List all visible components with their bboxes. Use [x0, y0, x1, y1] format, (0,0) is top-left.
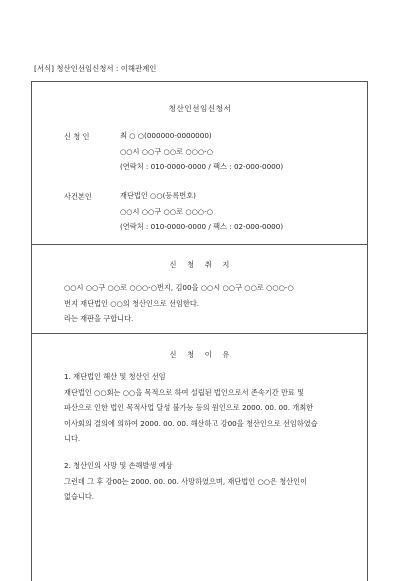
reason-line: 파산으로 인한 법인 목적사업 달성 불가능 등의 원인으로 2000. 00. 00. 개최한	[64, 403, 314, 412]
purpose-body	[64, 280, 344, 327]
reason-line: 이사회의 결의에 의하여 2000. 00. 00. 해산하고 강00을 청산인으로 선임하였습	[64, 418, 318, 428]
form-header: [서식] 청산인선임신청서 : 이해관계인	[34, 64, 157, 73]
purpose-line: 번지 재단법인 ○○의 청산인으로 선임한다.	[64, 298, 200, 308]
principal-contact: (연락처 : 010-0000-0000 / 팩스 : 02-000-0000)	[120, 222, 284, 231]
reason-line: 재단법인 ○○회는 ○○을 목적으로 하여 설립된 법인으로서 존속기간 만료 및	[64, 387, 305, 397]
applicant-label: 신 청 인	[64, 132, 90, 141]
applicant-block	[120, 128, 283, 175]
principal-block	[120, 188, 283, 235]
reason-heading: 2. 청산인의 사망 및 손해발생 예상	[64, 461, 173, 470]
reason-heading: 1. 재단법인 해산 및 청산인 선임	[64, 372, 166, 381]
divider-2	[31, 333, 368, 334]
reason-title: 신 청 이 유	[169, 350, 231, 359]
divider-1	[31, 244, 368, 245]
applicant-name: 최 ○ ○(000000-0000000)	[120, 131, 212, 140]
purpose-line: ○○시 ○○구 ○○로 ○○○-○번지, 김00을 ○○시 ○○구 ○○로 ○○○-○	[64, 283, 294, 292]
reason-item-2	[64, 458, 344, 505]
reason-item-1	[64, 369, 344, 447]
principal-name: 재단법인 ○○(등록번호)	[120, 191, 196, 200]
applicant-address: ○○시 ○○구 ○○로 ○○○-○	[120, 146, 213, 156]
purpose-title: 신 청 취 지	[169, 260, 231, 269]
reason-line: 니다.	[64, 434, 81, 443]
applicant-contact: (연락처 : 010-0000-0000 / 팩스 : 02-000-0000)	[120, 162, 284, 171]
principal-label: 사건본인	[64, 192, 92, 201]
reason-line: 그런데 그 후 강00는 2000. 00. 00. 사망하였으며, 재단법인 ○○은 청산인이	[64, 476, 308, 486]
purpose-line: 라는 재판을 구합니다.	[64, 314, 134, 323]
reason-line: 없습니다.	[64, 492, 95, 501]
document-title: 청산인선임신청서	[168, 104, 232, 113]
principal-address: ○○시 ○○구 ○○로 ○○○-○	[120, 206, 213, 216]
